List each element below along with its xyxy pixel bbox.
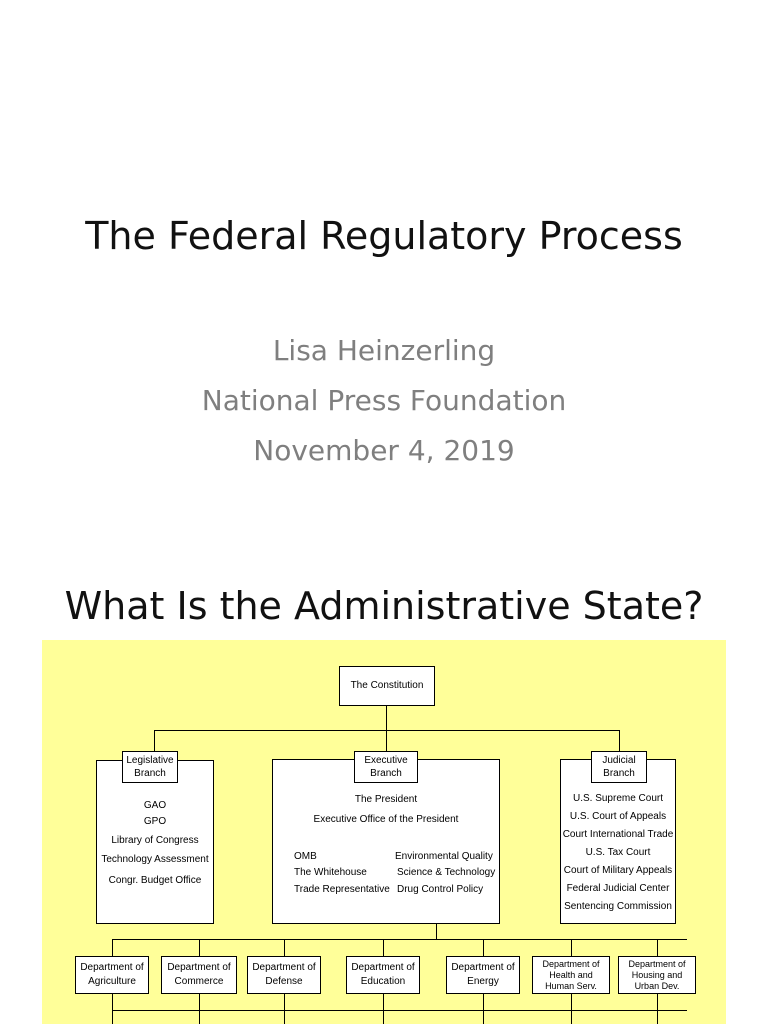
department-connector-lower — [199, 994, 200, 1024]
connector-executive — [386, 730, 387, 752]
legislative-heading-line-2: Branch — [134, 768, 166, 779]
department-label-line: Agriculture — [88, 976, 136, 987]
department-connector-lower — [284, 994, 285, 1024]
connector-root-down — [386, 706, 387, 730]
department-connector-lower — [657, 994, 658, 1024]
author-name: Lisa Heinzerling — [272, 334, 496, 367]
eop-office-left: The Whitehouse — [294, 867, 367, 878]
connector-judicial — [619, 730, 620, 752]
president-label: The President — [354, 794, 418, 805]
department-label-line: Department of — [542, 959, 600, 969]
judicial-branch-box — [560, 759, 676, 924]
connector-executive-down — [436, 923, 437, 939]
department-label-line: Health and — [549, 970, 593, 980]
legislative-item: GPO — [143, 816, 167, 827]
department-label-line: Department of — [252, 962, 316, 973]
constitution-box — [339, 666, 435, 706]
eop-office-right: Environmental Quality — [395, 851, 493, 862]
eop-label: Executive Office of the President — [313, 814, 459, 825]
department-label-line: Department of — [451, 962, 515, 973]
judicial-item: Sentencing Commission — [564, 901, 672, 912]
department-connector — [112, 939, 113, 956]
department-box — [446, 956, 520, 994]
judicial-item: U.S. Tax Court — [585, 847, 651, 858]
department-box — [532, 956, 610, 994]
department-label-line: Urban Dev. — [634, 981, 680, 991]
executive-branch-box — [272, 759, 500, 924]
executive-heading-line-2: Branch — [370, 768, 402, 779]
judicial-item: Federal Judicial Center — [566, 883, 670, 894]
legislative-item: Library of Congress — [111, 835, 199, 846]
department-label-line: Department of — [80, 962, 144, 973]
department-connector — [483, 939, 484, 956]
org-chart — [42, 640, 726, 1024]
department-label-line: Department of — [167, 962, 231, 973]
legislative-branch-header — [122, 751, 178, 783]
legislative-item: Congr. Budget Office — [108, 875, 202, 886]
department-connector — [657, 939, 658, 956]
department-label-line: Energy — [467, 976, 499, 987]
department-connector — [284, 939, 285, 956]
department-connector-lower — [383, 994, 384, 1024]
department-label-line: Human Serv. — [545, 981, 597, 991]
department-connector — [571, 939, 572, 956]
department-label-line: Department of — [351, 962, 415, 973]
executive-branch-header — [354, 751, 418, 783]
legislative-item: GAO — [143, 800, 167, 811]
slide-2-title: What Is the Administrative State? — [64, 584, 704, 628]
legislative-heading-line-1: Legislative — [126, 755, 174, 766]
department-label-line: Defense — [265, 976, 303, 987]
department-label-line: Department of — [628, 959, 686, 969]
judicial-item: U.S. Supreme Court — [572, 793, 664, 804]
department-label-line: Commerce — [174, 976, 224, 987]
department-box — [618, 956, 696, 994]
judicial-item: Court of Military Appeals — [563, 865, 673, 876]
connector-branches-horizontal — [154, 730, 620, 731]
eop-office-left: Trade Representative — [294, 884, 390, 895]
executive-heading-line-1: Executive — [364, 755, 408, 766]
slide-title: The Federal Regulatory Process — [85, 214, 683, 258]
department-box — [161, 956, 237, 994]
department-connector — [383, 939, 384, 956]
department-label-line: Housing and — [631, 970, 683, 980]
eop-office-right: Drug Control Policy — [397, 884, 484, 895]
department-connector — [199, 939, 200, 956]
judicial-branch-header — [591, 751, 647, 783]
legislative-item: Technology Assessment — [101, 854, 209, 865]
constitution-label: The Constitution — [350, 680, 424, 691]
eop-office-left: OMB — [294, 851, 317, 862]
department-box — [346, 956, 420, 994]
judicial-item: Court International Trade — [562, 829, 674, 840]
department-connector-lower — [483, 994, 484, 1024]
department-label-line: Education — [360, 976, 406, 987]
judicial-heading-line-1: Judicial — [602, 755, 636, 766]
connector-legislative — [154, 730, 155, 752]
department-connector-lower — [112, 994, 113, 1024]
department-connector-lower — [571, 994, 572, 1024]
judicial-heading-line-2: Branch — [603, 768, 635, 779]
presentation-date: November 4, 2019 — [253, 434, 515, 467]
eop-office-right: Science & Technology — [397, 867, 496, 878]
organization-name: National Press Foundation — [201, 384, 567, 417]
department-box — [247, 956, 321, 994]
judicial-item: U.S. Court of Appeals — [569, 811, 667, 822]
department-box — [75, 956, 149, 994]
